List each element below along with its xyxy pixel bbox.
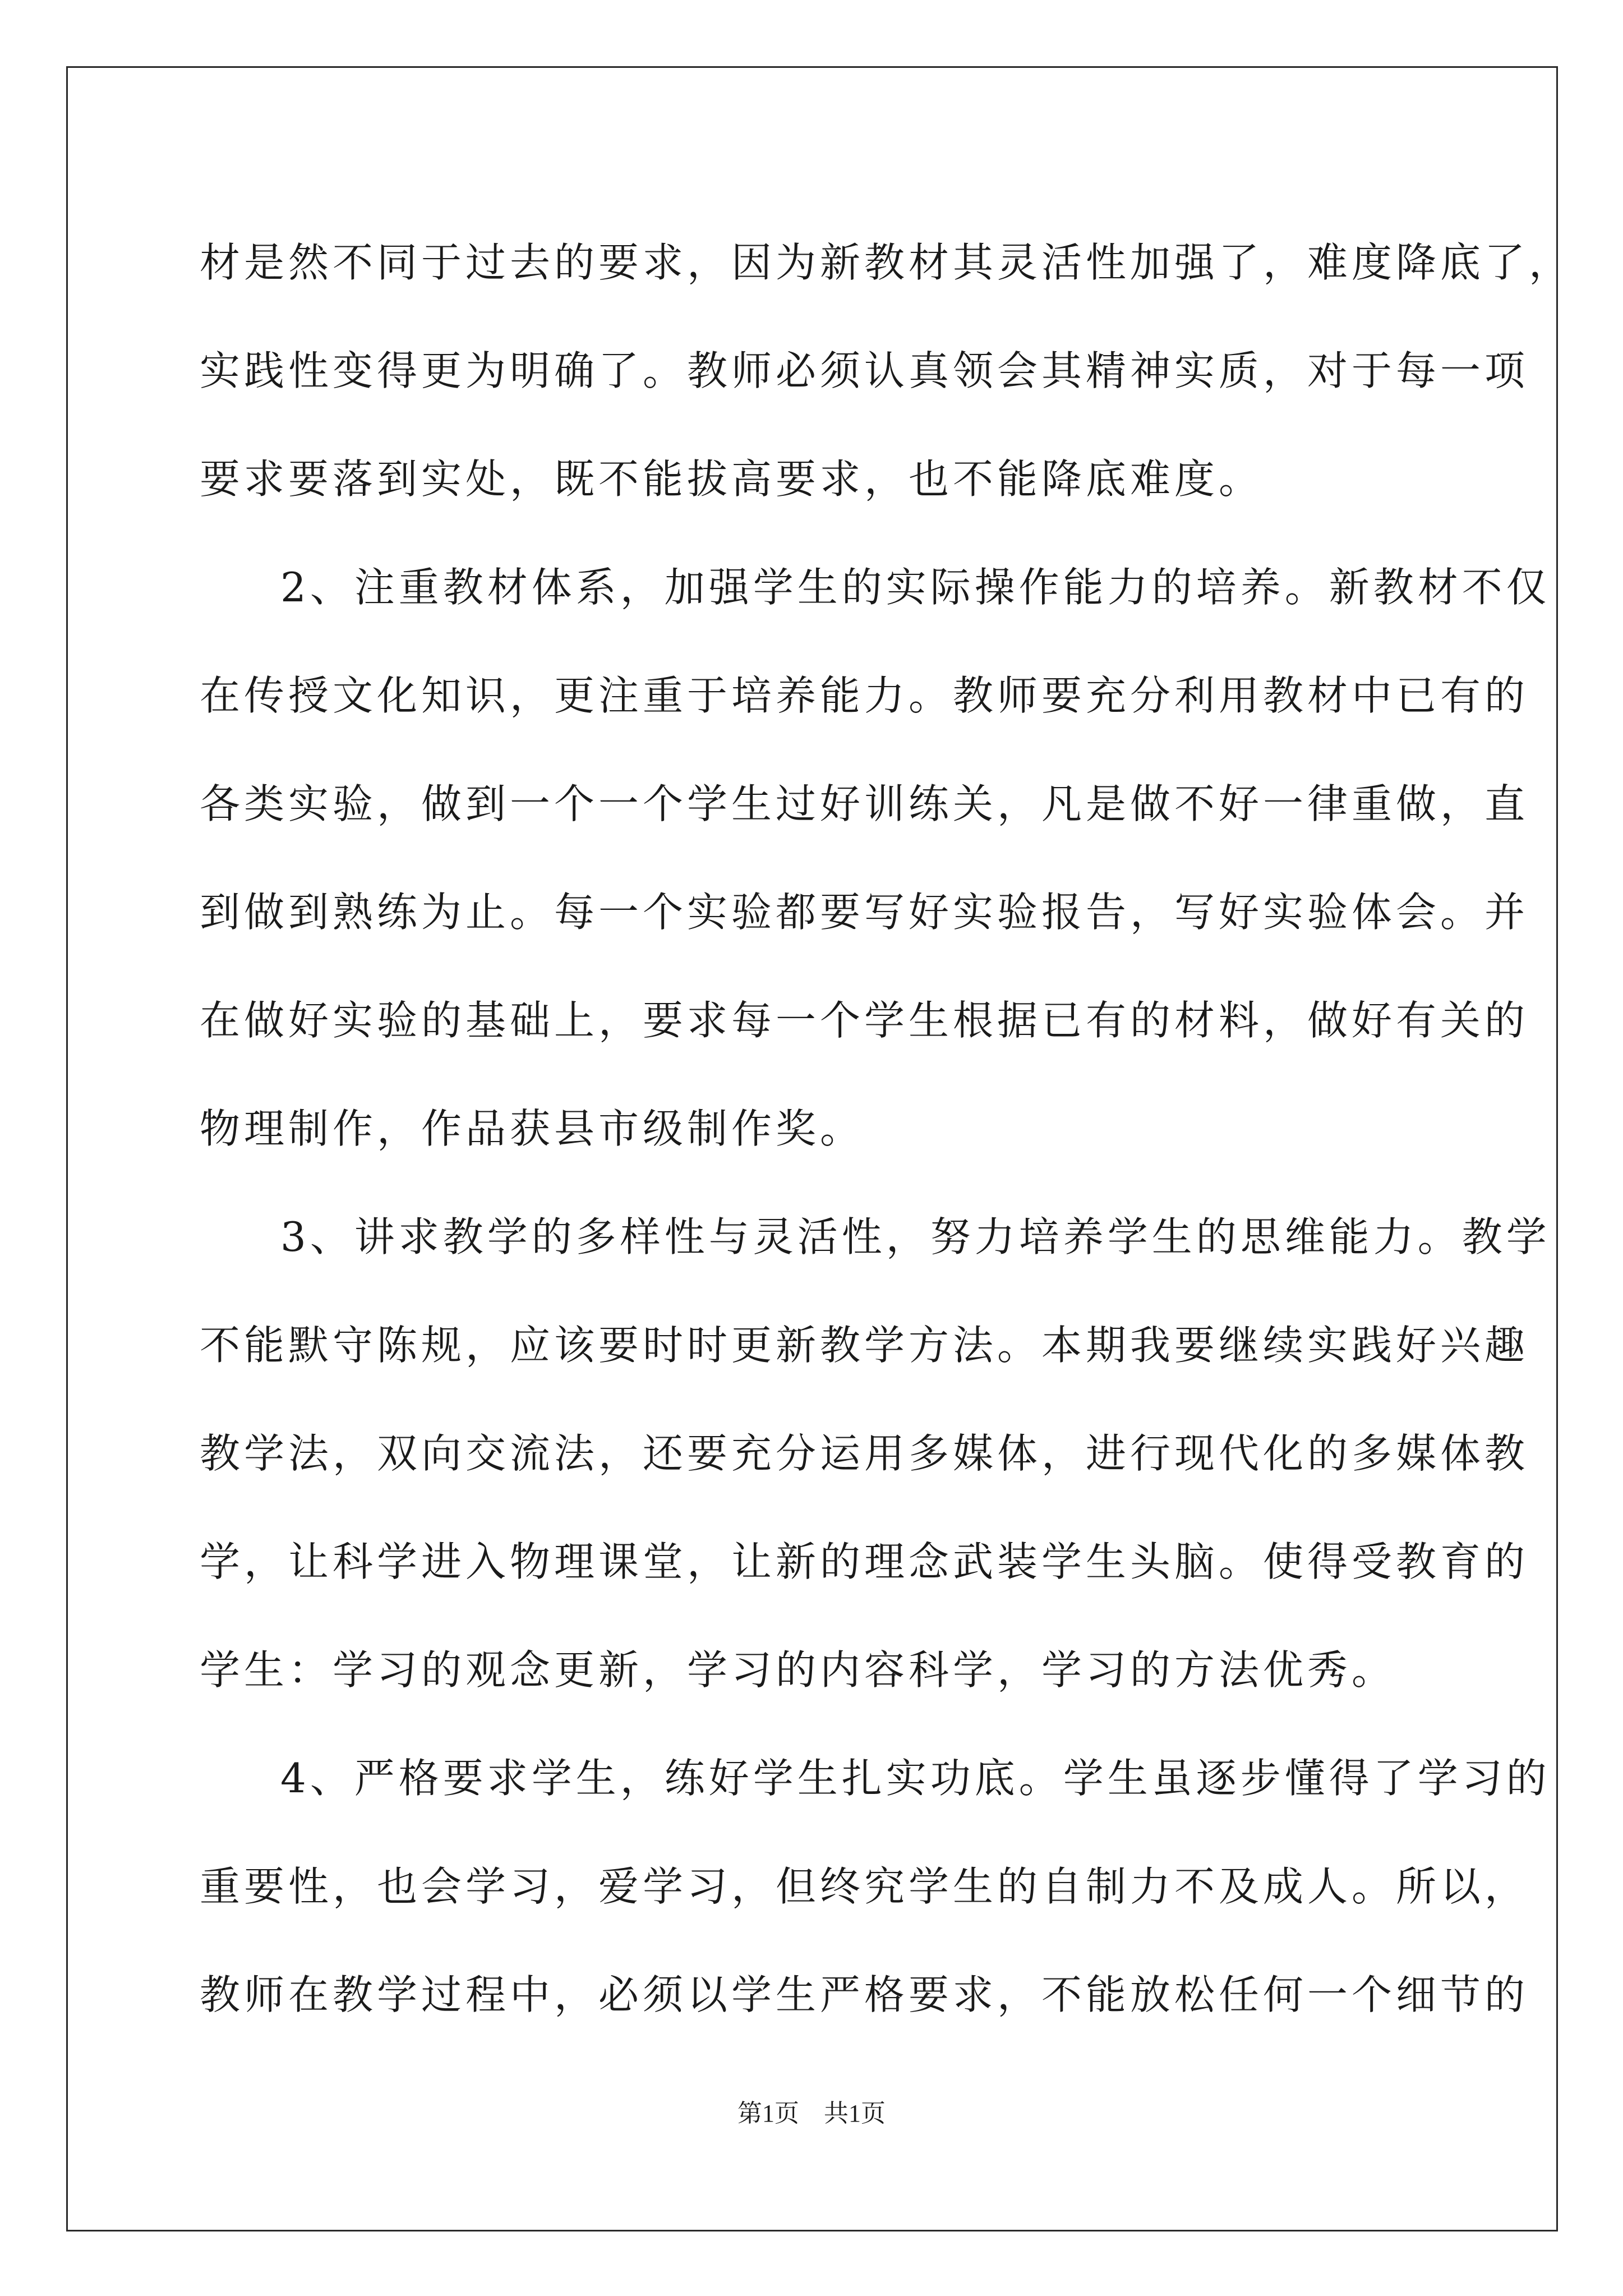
paragraph-first-line: 4、严格要求学生，练好学生扎实功底。学生虽逐步懂得了学习的 [280, 1755, 1551, 1802]
text-line: 教学法，双向交流法，还要充分运用多媒体，进行现代化的多媒体教 [200, 1430, 1529, 1477]
text-line: 到做到熟练为止。每一个实验都要写好实验报告，写好实验体会。并 [200, 889, 1529, 936]
text-line: 学，让科学进入物理课堂，让新的理念武装学生头脑。使得受教育的 [200, 1538, 1529, 1585]
text-line: 不能默守陈规，应该要时时更新教学方法。本期我要继续实践好兴趣 [200, 1322, 1529, 1369]
text-line: 材是然不同于过去的要求，因为新教材其灵活性加强了，难度降底了， [200, 239, 1574, 286]
text-line: 各类实验，做到一个一个学生过好训练关，凡是做不好一律重做，直 [200, 780, 1529, 827]
text-line: 实践性变得更为明确了。教师必须认真领会其精神实质，对于每一项 [200, 347, 1529, 394]
paragraph-first-line: 3、讲求教学的多样性与灵活性，努力培养学生的思维能力。教学 [280, 1213, 1551, 1260]
text-line: 要求要落到实处，既不能拔高要求，也不能降底难度。 [200, 455, 1264, 503]
paragraph-first-line: 2、注重教材体系，加强学生的实际操作能力的培养。新教材不仅 [280, 564, 1551, 611]
document-body [200, 209, 1574, 2049]
text-line: 重要性，也会学习，爱学习，但终究学生的自制力不及成人。所以， [200, 1863, 1529, 1910]
page-footer: 第1页 共1页 [737, 2100, 886, 2127]
text-line: 物理制作，作品获县市级制作奖。 [200, 1105, 865, 1152]
text-line: 学生：学习的观念更新，学习的内容科学，学习的方法优秀。 [200, 1646, 1396, 1694]
text-line: 在做好实验的基础上，要求每一个学生根据已有的材料，做好有关的 [200, 997, 1529, 1044]
text-line: 教师在教学过程中，必须以学生严格要求，不能放松任何一个细节的 [200, 1971, 1529, 2018]
text-line: 在传授文化知识，更注重于培养能力。教师要充分利用教材中已有的 [200, 672, 1529, 719]
